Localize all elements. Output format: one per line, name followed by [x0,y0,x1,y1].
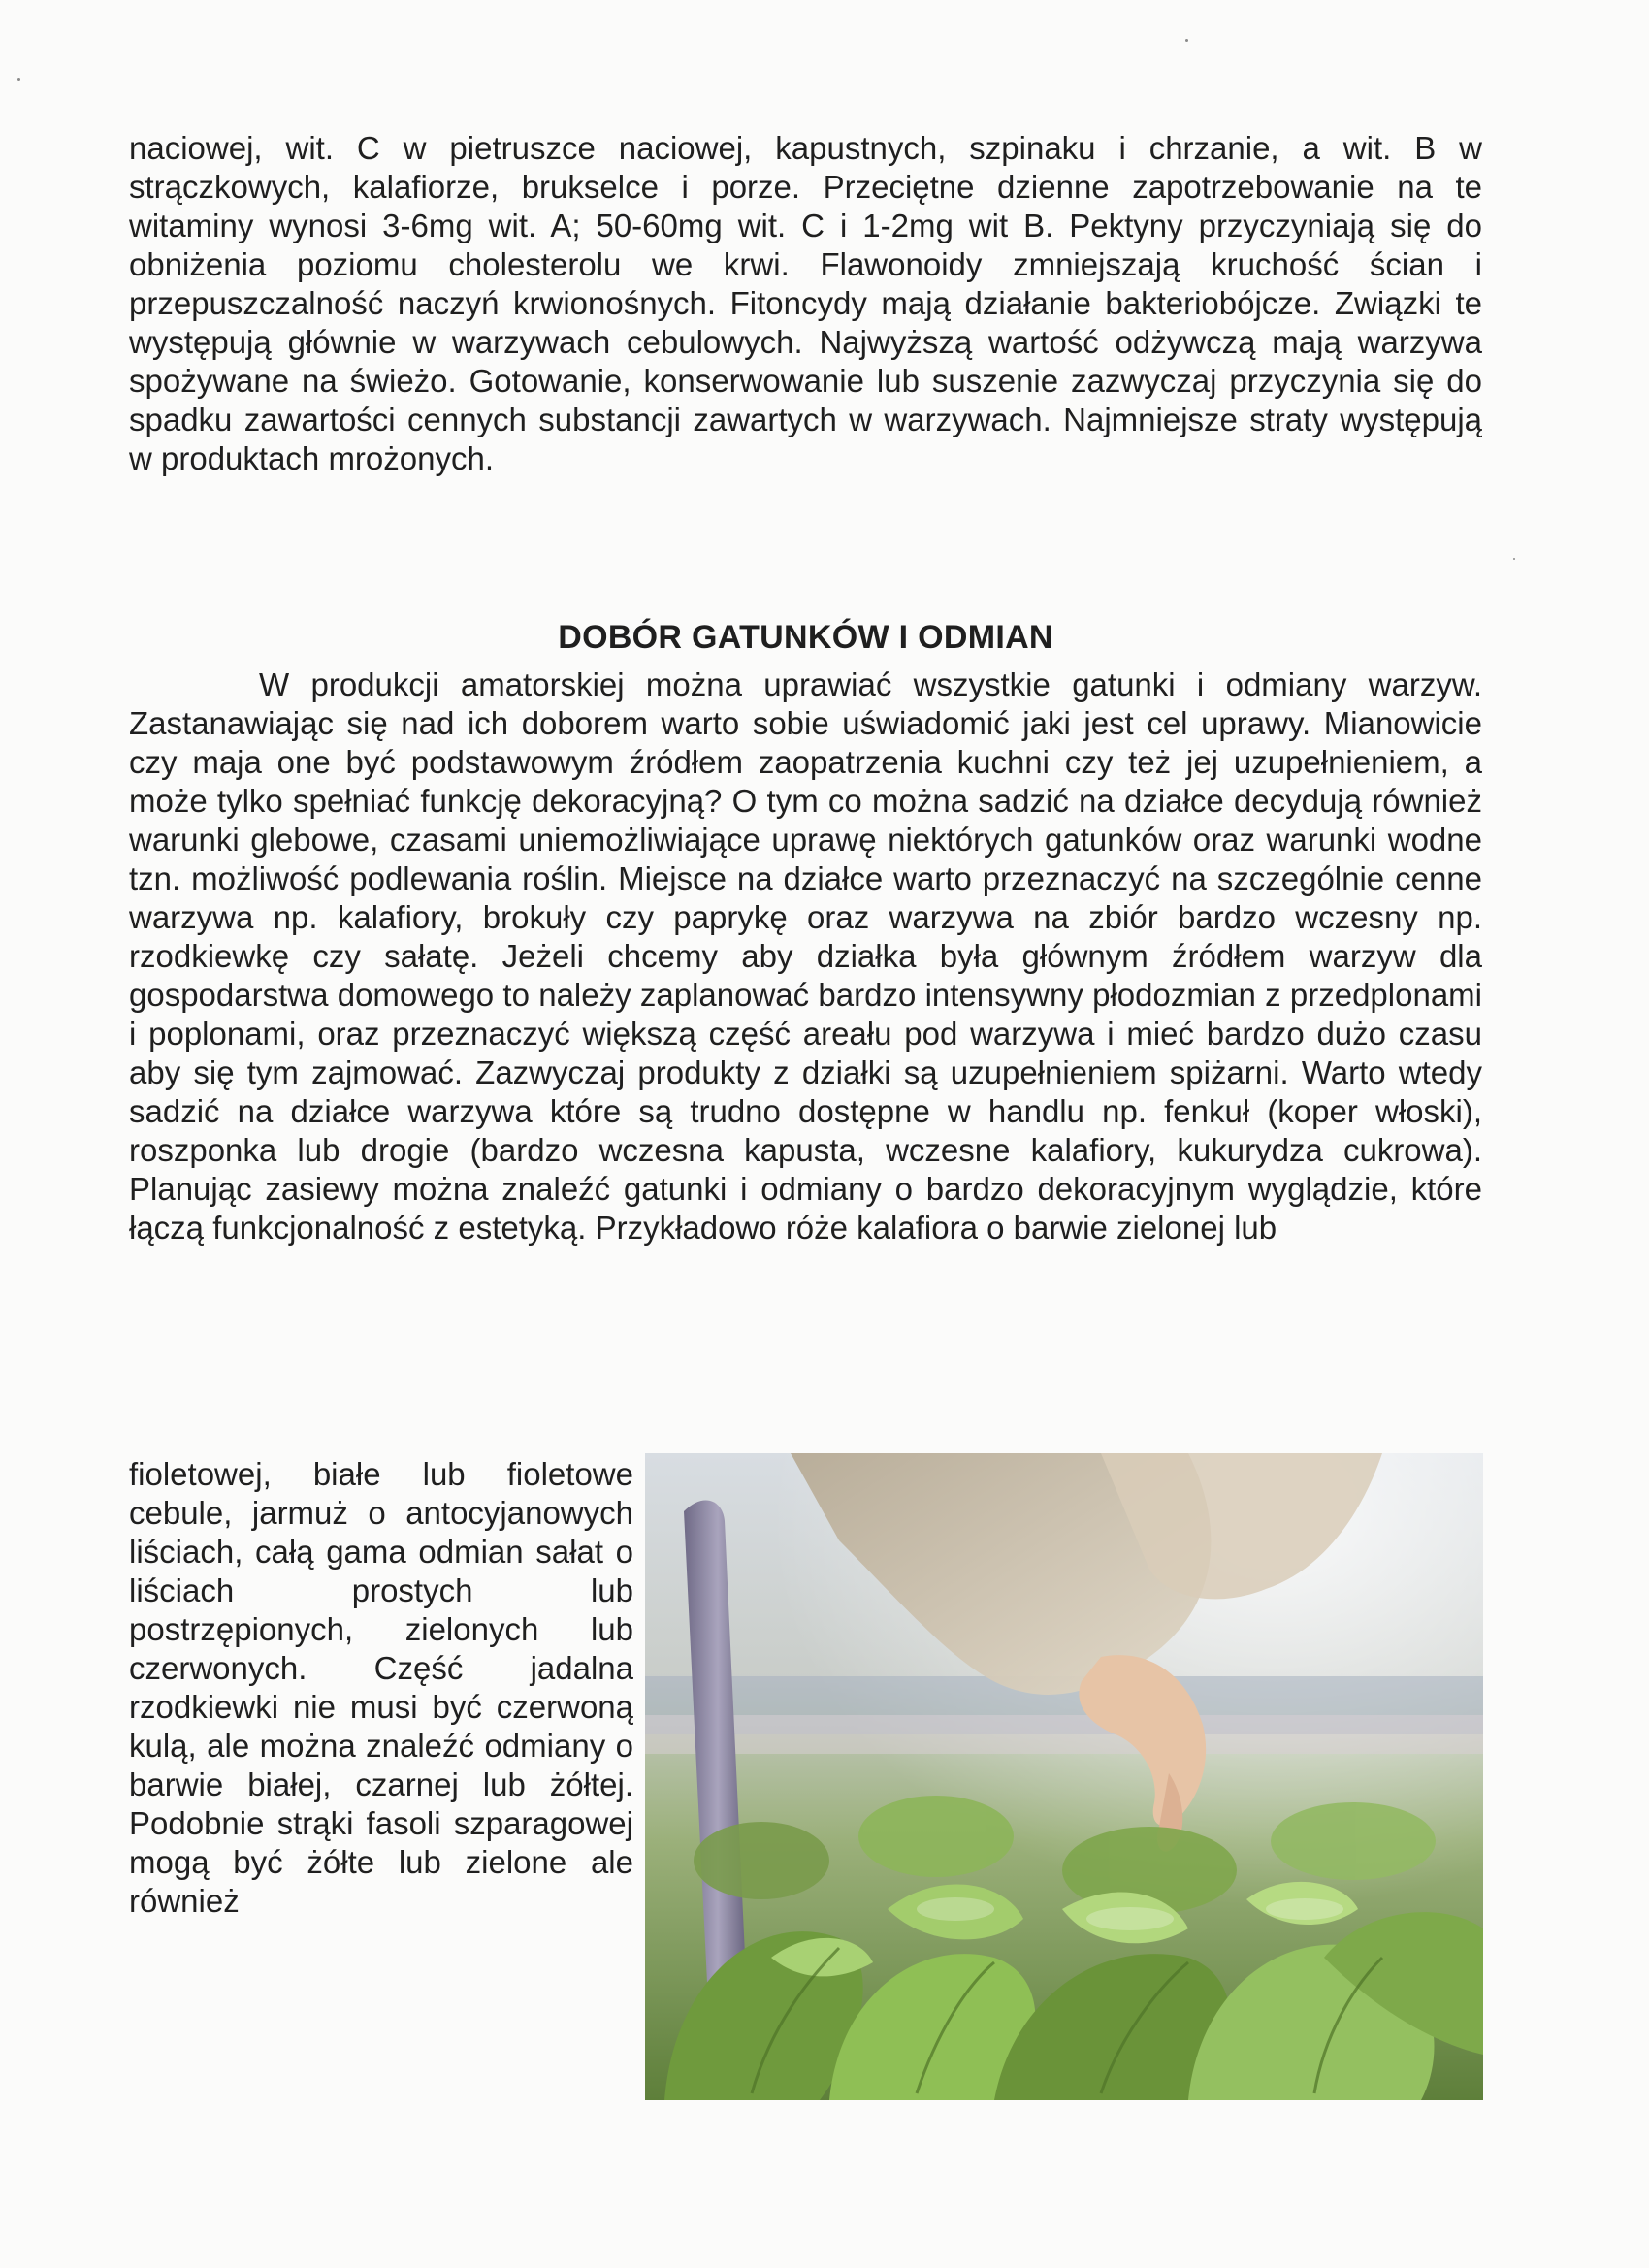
scan-speck [1513,558,1515,560]
scan-speck [1185,39,1188,42]
intro-paragraph: naciowej, wit. C w pietruszce naciowej, kapustnych, szpinaku i chrzanie, a wit. B w strączkowych, kalafiorze, brukselce i porze. Przeciętne dzienne zapotrzebowanie na te witaminy wynosi 3-6mg wit. A; 50-60mg wit. C i 1-2mg wit B. Pektyny przyczyniają się do obniżenia poziomu cholesterolu we krwi. Flawonoidy zmniejszają kruchość ścian i przepuszczalność naczyń krwionośnych. Fitoncydy mają działanie bakteriobójcze. Związki te występują głównie w warzywach cebulowych. Najwyższą wartość odżywczą mają warzywa spożywane na świeżo. Gotowanie, konserwowanie lub suszenie zazwyczaj przyczynia się do spadku zawartości cennych substancji zawartych w warzywach. Najmniejsze straty występują w produktach mrożonych. [129,130,1482,476]
section-heading: DOBÓR GATUNKÓW I ODMIAN [558,619,1053,656]
garden-photo-icon [645,1453,1483,2100]
main-paragraph: W produkcji amatorskiej można uprawiać wszystkie gatunki i odmiany warzyw. Zastanawiając się nad ich doborem warto sobie uświadomić jaki jest cel uprawy. Mianowicie czy maja one być podstawowym źródłem zaopatrzenia kuchni czy też jej uzupełnieniem, a może tylko spełniać funkcję dekoracyjną? O tym co można sadzić na działce decydują również warunki glebowe, czasami uniemożliwiające uprawę niektórych gatunków oraz warunki wodne tzn. możliwość podlewania roślin. Miejsce na działce warto przeznaczyć na szczególnie cenne warzywa np. kalafiory, brokuły czy paprykę oraz warzywa na zbiór bardzo wczesny np. rzodkiewkę czy sałatę. Jeżeli chcemy aby działka była głównym źródłem warzyw dla gospodarstwa domowego to należy zaplanować bardzo intensywny płodozmian z przedplonami i poplonami, oraz przeznaczyć większą część areału pod warzywa i mieć bardzo dużo czasu aby się tym zajmować. Zazwyczaj produkty z działki są uzupełnieniem spiżarni. Warto wtedy sadzić na działce warzywa które są trudno dostępne w handlu np. fenkuł (koper włoski), roszponka lub drogie (bardzo wczesna kapusta, wczesne kalafiory, kukurydza cukrowa). Planując zasiewy można znaleźć gatunki i odmiany o bardzo dekoracyjnym wyglądzie, które łączą funkcjonalność z estetyką. Przykładowo róże kalafiora o barwie zielonej lub [129,666,1482,1246]
wrap-paragraph: fioletowej, białe lub fioletowe cebule, jarmuż o antocyjanowych liściach, całą gama odmian sałat o liściach prostych lub postrzępionych, zielonych lub czerwonych. Część jadalna rzodkiewki nie musi być czerwoną kulą, ale można znaleźć odmiany o barwie białej, czarnej lub żółtej. Podobnie strąki fasoli szparagowej mogą być żółte lub zielone ale również [129,1456,633,1919]
scan-speck [17,78,20,81]
garden-photo [645,1453,1483,2100]
